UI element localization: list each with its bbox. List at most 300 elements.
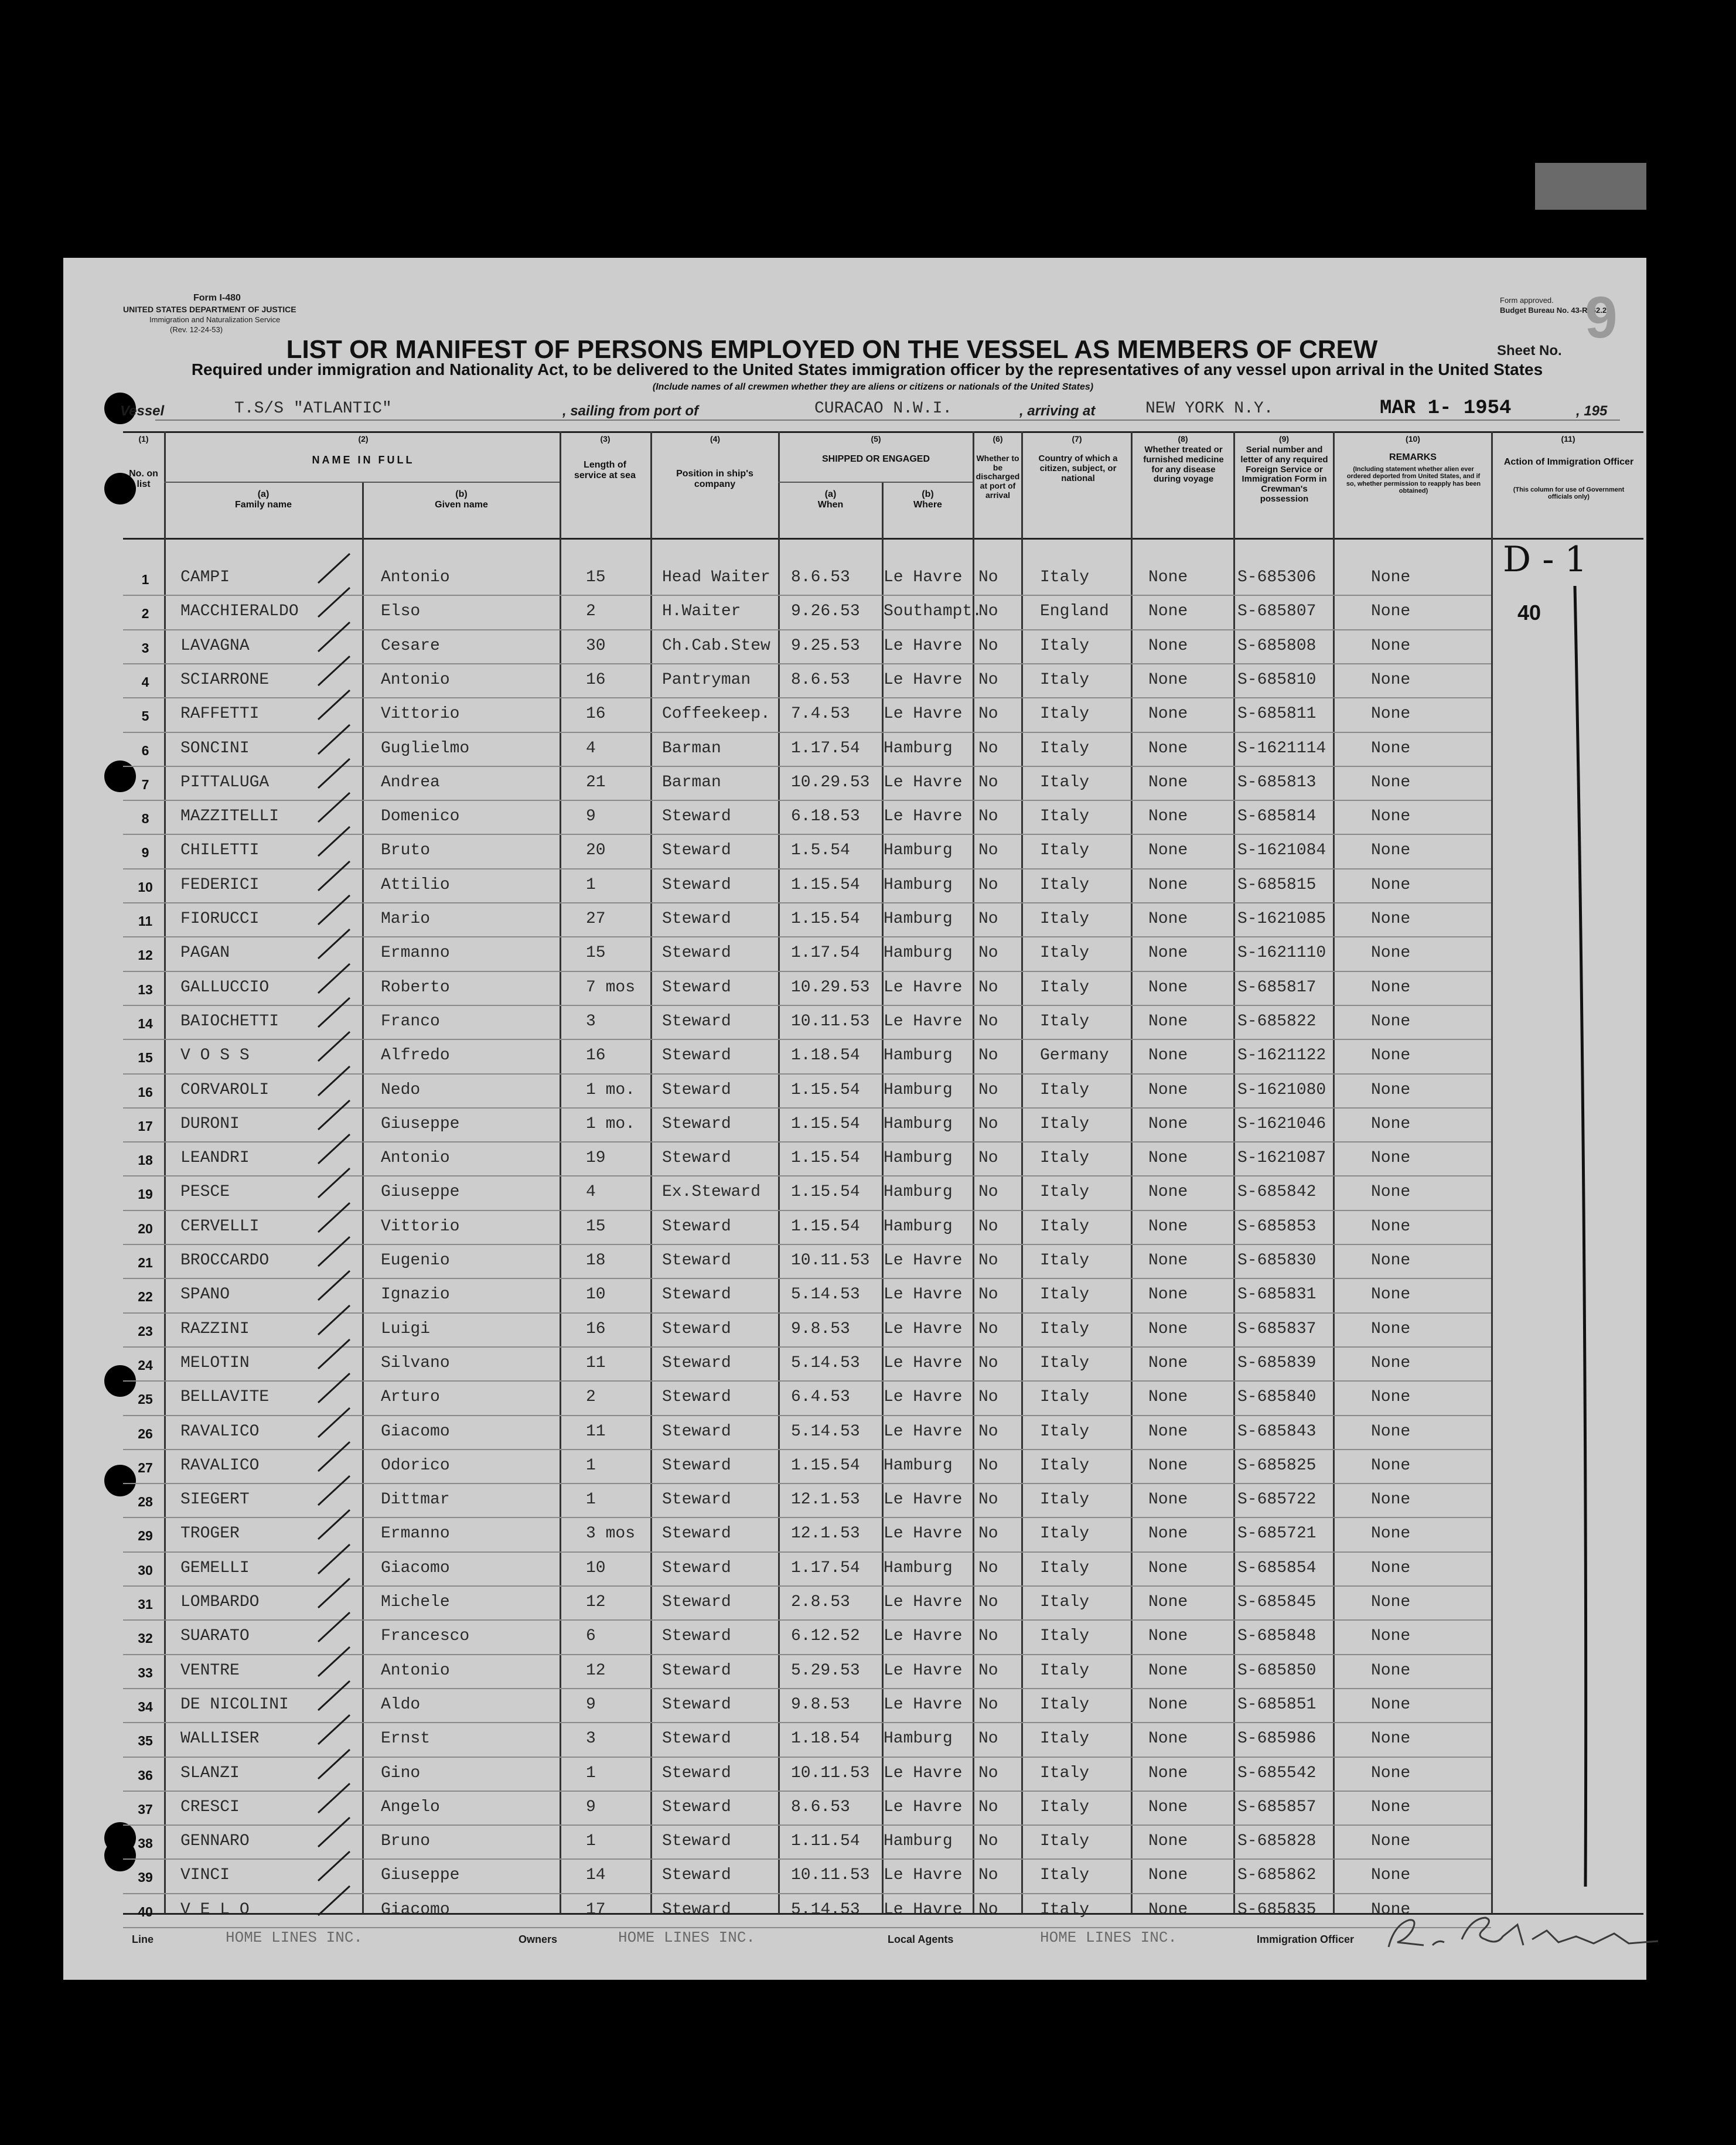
remarks: None (1371, 807, 1411, 826)
given-name: Franco (381, 1012, 440, 1031)
country: Italy (1040, 1353, 1090, 1372)
position: Steward (662, 944, 731, 963)
remarks: None (1371, 1183, 1411, 1202)
row-number: 38 (138, 1836, 153, 1851)
treated: None (1148, 1525, 1188, 1543)
remarks: None (1371, 670, 1411, 689)
form-approved: Form approved. (1500, 296, 1554, 305)
country: England (1040, 602, 1109, 621)
discharge: No (978, 1695, 998, 1714)
family-name: BROCCARDO (180, 1251, 270, 1270)
treated: None (1148, 841, 1188, 860)
row-number: 27 (138, 1459, 153, 1475)
position: Steward (662, 807, 731, 826)
shipped-where: Southampt. (884, 602, 983, 621)
col-name-number: (2) (358, 434, 369, 444)
check-mark (313, 619, 354, 654)
row-number: 29 (138, 1528, 153, 1544)
check-mark (313, 1302, 354, 1338)
remarks: None (1371, 1730, 1411, 1748)
service-length: 3 (586, 1012, 596, 1031)
remarks: None (1371, 1525, 1411, 1543)
shipped-where: Le Havre (884, 978, 963, 997)
serial-number: S-1621114 (1237, 739, 1326, 758)
discharge: No (978, 1285, 998, 1304)
service-length: 1 mo. (586, 1080, 636, 1099)
given-name: Eugenio (381, 1251, 450, 1270)
treated: None (1148, 773, 1188, 792)
treated: None (1148, 875, 1188, 894)
shipped-when: 1.5.54 (791, 841, 850, 860)
family-name: SONCINI (180, 739, 250, 758)
family-name: BAIOCHETTI (180, 1012, 279, 1031)
family-name: VINCI (180, 1866, 230, 1885)
country: Italy (1040, 1251, 1090, 1270)
row-number: 11 (138, 913, 153, 929)
service-length: 19 (586, 1149, 606, 1168)
service-length: 4 (586, 1183, 596, 1202)
shipped-when: 1.15.54 (791, 1183, 860, 1202)
serial-number: S-685810 (1237, 670, 1317, 689)
remarks: None (1371, 1217, 1411, 1236)
remarks: None (1371, 705, 1411, 724)
check-mark (313, 1200, 354, 1235)
treated: None (1148, 1388, 1188, 1407)
serial-number: S-685808 (1237, 636, 1317, 655)
discharge: No (978, 1046, 998, 1065)
given-name: Arturo (381, 1388, 440, 1407)
discharge: No (978, 1183, 998, 1202)
remarks: None (1371, 1456, 1411, 1475)
discharge: No (978, 1832, 998, 1851)
position: Steward (662, 1080, 731, 1099)
shipped-when: 1.15.54 (791, 1114, 860, 1133)
form-note: (Include names of all crewmen whether they are aliens or citizens or nationals of the United States) (652, 382, 1094, 392)
treated: None (1148, 910, 1188, 928)
service-length: 9 (586, 807, 596, 826)
service-length: 3 mos (586, 1525, 636, 1543)
discharge: No (978, 1319, 998, 1338)
treated: None (1148, 1491, 1188, 1509)
row-number: 5 (141, 708, 149, 724)
remarks: None (1371, 841, 1411, 860)
treated: None (1148, 1251, 1188, 1270)
shipped-when: 1.15.54 (791, 1217, 860, 1236)
serial-number: S-1621046 (1237, 1114, 1326, 1133)
remarks: None (1371, 1114, 1411, 1133)
sailing-port: CURACAO N.W.I. (814, 400, 953, 418)
family-name: GENNARO (180, 1832, 250, 1851)
given-name: Vittorio (381, 1217, 460, 1236)
col-name-header: NAME IN FULL (312, 454, 415, 466)
country: Germany (1040, 1046, 1109, 1065)
row-number: 24 (138, 1357, 153, 1373)
position: Steward (662, 1012, 731, 1031)
serial-number: S-685817 (1237, 978, 1317, 997)
given-name: Dittmar (381, 1491, 450, 1509)
owners-value: HOME LINES INC. (618, 1929, 756, 1946)
given-name: Giacomo (381, 1422, 450, 1441)
family-name: RAVALICO (180, 1456, 260, 1475)
service-length: 7 mos (586, 978, 636, 997)
given-name: Bruno (381, 1832, 431, 1851)
treated: None (1148, 807, 1188, 826)
shipped-where: Hamburg (884, 841, 953, 860)
country: Italy (1040, 807, 1090, 826)
row-divider (123, 1927, 1491, 1928)
owners-label: Owners (519, 1933, 558, 1945)
col-action-number: (11) (1561, 434, 1575, 444)
vessel-name: T.S/S "ATLANTIC" (234, 400, 392, 418)
treated: None (1148, 1149, 1188, 1168)
family-name: V O S S (180, 1046, 250, 1065)
given-name: Michele (381, 1593, 450, 1611)
check-mark (313, 1747, 354, 1782)
family-name: PESCE (180, 1183, 230, 1202)
position: Steward (662, 875, 731, 894)
row-number: 8 (141, 811, 149, 827)
treated: None (1148, 602, 1188, 621)
row-number: 3 (141, 640, 149, 656)
discharge: No (978, 1900, 998, 1919)
position: Steward (662, 1456, 731, 1475)
shipped-where: Le Havre (884, 1661, 963, 1680)
col-where-header: (b) Where (913, 489, 942, 510)
shipped-where: Le Havre (884, 1900, 963, 1919)
discharge: No (978, 1525, 998, 1543)
check-mark (313, 756, 354, 791)
family-name: SPANO (180, 1285, 230, 1304)
treated: None (1148, 1593, 1188, 1611)
remarks: None (1371, 568, 1411, 586)
row-number: 9 (141, 845, 149, 861)
serial-number: S-1621087 (1237, 1149, 1326, 1168)
family-name: V E L O (180, 1900, 250, 1919)
check-mark (313, 1336, 354, 1372)
shipped-when: 10.11.53 (791, 1012, 870, 1031)
treated: None (1148, 1900, 1188, 1919)
discharge: No (978, 670, 998, 689)
shipped-when: 2.8.53 (791, 1593, 850, 1611)
row-number: 30 (138, 1562, 153, 1578)
discharge: No (978, 1559, 998, 1577)
service-length: 11 (586, 1422, 606, 1441)
family-name: TROGER (180, 1525, 240, 1543)
remarks: None (1371, 1832, 1411, 1851)
check-mark (313, 995, 354, 1030)
shipped-when: 1.15.54 (791, 910, 860, 928)
given-name: Giacomo (381, 1559, 450, 1577)
country: Italy (1040, 1695, 1090, 1714)
service-length: 2 (586, 1388, 596, 1407)
position: Steward (662, 1251, 731, 1270)
shipped-when: 10.11.53 (791, 1764, 870, 1782)
form-revision: (Rev. 12-24-53) (170, 325, 223, 334)
table-top-border (123, 431, 1643, 433)
family-name: BELLAVITE (180, 1388, 270, 1407)
family-name: PITTALUGA (180, 773, 270, 792)
shipped-when: 1.18.54 (791, 1046, 860, 1065)
family-name: VENTRE (180, 1661, 240, 1680)
shipped-when: 6.4.53 (791, 1388, 850, 1407)
family-name: DURONI (180, 1114, 240, 1133)
discharge: No (978, 1080, 998, 1099)
treated: None (1148, 978, 1188, 997)
shipped-when: 12.1.53 (791, 1525, 860, 1543)
given-name: Gino (381, 1764, 421, 1782)
col-when-header: (a) When (817, 489, 844, 510)
position: Steward (662, 1285, 731, 1304)
family-name: MELOTIN (180, 1353, 250, 1372)
given-name: Antonio (381, 670, 450, 689)
given-name: Ernst (381, 1730, 431, 1748)
given-name: Angelo (381, 1798, 440, 1816)
treated: None (1148, 1730, 1188, 1748)
discharge: No (978, 875, 998, 894)
service-length: 15 (586, 568, 606, 586)
shipped-where: Le Havre (884, 1866, 963, 1885)
discharge: No (978, 1456, 998, 1475)
country: Italy (1040, 1285, 1090, 1304)
shipped-where: Le Havre (884, 636, 963, 655)
serial-number: S-685851 (1237, 1695, 1317, 1714)
shipped-where: Hamburg (884, 910, 953, 928)
discharge: No (978, 1593, 998, 1611)
agents-label: Local Agents (888, 1933, 954, 1945)
family-name: SCIARRONE (180, 670, 270, 689)
shipped-where: Le Havre (884, 1251, 963, 1270)
col-service-number: (3) (600, 434, 611, 444)
treated: None (1148, 1661, 1188, 1680)
col-remarks-note: (Including statement whether alien ever ordered deported from United States, and if so, whether permission to reapply has been obtained) (1346, 466, 1481, 495)
remarks: None (1371, 978, 1411, 997)
country: Italy (1040, 1183, 1090, 1202)
budget-bureau: Budget Bureau No. 43-R062.2. (1500, 306, 1609, 315)
col-family-header: (a) Family name (235, 489, 292, 510)
position: Steward (662, 1149, 731, 1168)
family-name: MAZZITELLI (180, 807, 279, 826)
treated: None (1148, 705, 1188, 724)
country: Italy (1040, 670, 1090, 689)
serial-number: S-685831 (1237, 1285, 1317, 1304)
country: Italy (1040, 1627, 1090, 1646)
service-length: 9 (586, 1798, 596, 1816)
given-name: Giacomo (381, 1900, 450, 1919)
country: Italy (1040, 1149, 1090, 1168)
position: Barman (662, 739, 721, 758)
family-name: CORVAROLI (180, 1080, 270, 1099)
col-action-note: (This column for use of Government officials only) (1513, 486, 1625, 501)
remarks: None (1371, 1593, 1411, 1611)
sheet-number: 9 (1585, 285, 1618, 350)
discharge: No (978, 910, 998, 928)
agents-value: HOME LINES INC. (1040, 1929, 1178, 1946)
check-mark (313, 1815, 354, 1850)
service-length: 16 (586, 1319, 606, 1338)
remarks: None (1371, 1149, 1411, 1168)
discharge: No (978, 739, 998, 758)
sailing-label: , sailing from port of (562, 403, 698, 419)
position: Head Waiter (662, 568, 770, 586)
serial-number: S-685986 (1237, 1730, 1317, 1748)
paper-tab (1535, 163, 1646, 210)
serial-number: S-685835 (1237, 1900, 1317, 1919)
service-length: 16 (586, 1046, 606, 1065)
given-name: Giuseppe (381, 1183, 460, 1202)
shipped-when: 5.14.53 (791, 1285, 860, 1304)
given-name: Nedo (381, 1080, 421, 1099)
col-country-header: Country of which a citizen, subject, or national (1038, 453, 1118, 483)
given-name: Ermanno (381, 944, 450, 963)
treated: None (1148, 1764, 1188, 1782)
discharge: No (978, 1422, 998, 1441)
form-number: Form I-480 (193, 293, 241, 303)
given-name: Ignazio (381, 1285, 450, 1304)
shipped-when: 9.8.53 (791, 1695, 850, 1714)
family-name: SUARATO (180, 1627, 250, 1646)
position: Steward (662, 1114, 731, 1133)
position: Steward (662, 1422, 731, 1441)
country: Italy (1040, 910, 1090, 928)
row-number: 25 (138, 1392, 153, 1407)
service-length: 1 (586, 1456, 596, 1475)
shipped-where: Le Havre (884, 1764, 963, 1782)
shipped-when: 1.15.54 (791, 875, 860, 894)
check-mark (313, 926, 354, 961)
position: Ex.Steward (662, 1183, 761, 1202)
col-no-header: No. on list (129, 469, 158, 489)
given-name: Aldo (381, 1695, 421, 1714)
remarks: None (1371, 1353, 1411, 1372)
shipped-where: Hamburg (884, 739, 953, 758)
remarks: None (1371, 739, 1411, 758)
check-mark (313, 961, 354, 996)
serial-number: S-685822 (1237, 1012, 1317, 1031)
check-mark (313, 1029, 354, 1064)
position: Steward (662, 841, 731, 860)
check-mark (313, 1268, 354, 1303)
row-number: 22 (138, 1289, 153, 1305)
row-number: 21 (138, 1255, 153, 1270)
treated: None (1148, 1866, 1188, 1885)
position: Pantryman (662, 670, 751, 689)
shipped-where: Hamburg (884, 1149, 953, 1168)
serial-number: S-685830 (1237, 1251, 1317, 1270)
serial-number: S-685862 (1237, 1866, 1317, 1885)
col-remarks-number: (10) (1406, 434, 1420, 444)
family-name: MACCHIERALDO (180, 602, 299, 621)
remarks: None (1371, 1900, 1411, 1919)
family-name: CRESCI (180, 1798, 240, 1816)
discharge: No (978, 602, 998, 621)
shipped-when: 9.26.53 (791, 602, 860, 621)
given-name: Odorico (381, 1456, 450, 1475)
check-mark (313, 1542, 354, 1577)
remarks: None (1371, 910, 1411, 928)
shipped-where: Le Havre (884, 705, 963, 724)
check-mark (313, 585, 354, 620)
shipped-when: 6.12.52 (791, 1627, 860, 1646)
row-number: 35 (138, 1733, 153, 1749)
shipped-when: 9.8.53 (791, 1319, 850, 1338)
service-length: 14 (586, 1866, 606, 1885)
country: Italy (1040, 773, 1090, 792)
remarks: None (1371, 875, 1411, 894)
check-mark (313, 1063, 354, 1099)
treated: None (1148, 1456, 1188, 1475)
row-number: 6 (141, 742, 149, 758)
discharge: No (978, 841, 998, 860)
country: Italy (1040, 1012, 1090, 1031)
service-length: 9 (586, 1695, 596, 1714)
shipped-where: Le Havre (884, 568, 963, 586)
treated: None (1148, 1422, 1188, 1441)
given-name: Attilio (381, 875, 450, 894)
sheet-label: Sheet No. (1497, 343, 1562, 359)
row-number: 14 (138, 1015, 153, 1031)
treated: None (1148, 1183, 1188, 1202)
remarks: None (1371, 1798, 1411, 1816)
shipped-where: Le Havre (884, 1353, 963, 1372)
shipped-where: Hamburg (884, 944, 953, 963)
remarks: None (1371, 1285, 1411, 1304)
serial-number: S-685306 (1237, 568, 1317, 586)
position: Steward (662, 1353, 731, 1372)
check-mark (313, 687, 354, 722)
serial-number: S-1621110 (1237, 944, 1326, 963)
serial-number: S-685848 (1237, 1627, 1317, 1646)
check-mark (313, 1439, 354, 1474)
family-name: RAFFETTI (180, 705, 260, 724)
discharge: No (978, 1149, 998, 1168)
serial-number: S-685837 (1237, 1319, 1317, 1338)
col-remarks-header: REMARKS (1389, 452, 1437, 462)
shipped-where: Hamburg (884, 875, 953, 894)
family-name: PAGAN (180, 944, 230, 963)
country: Italy (1040, 1456, 1090, 1475)
family-name: SIEGERT (180, 1491, 250, 1509)
family-name: GEMELLI (180, 1559, 250, 1577)
treated: None (1148, 1114, 1188, 1133)
family-name: DE NICOLINI (180, 1695, 289, 1714)
position: Steward (662, 1798, 731, 1816)
col-given-header: (b) Given name (435, 489, 488, 510)
shipped-where: Hamburg (884, 1217, 953, 1236)
treated: None (1148, 1012, 1188, 1031)
check-mark (313, 1507, 354, 1542)
country: Italy (1040, 705, 1090, 724)
col-serial-number: (9) (1278, 434, 1290, 444)
remarks: None (1371, 1627, 1411, 1646)
position: Steward (662, 1900, 731, 1919)
row-number: 4 (141, 674, 149, 690)
shipped-where: Le Havre (884, 1285, 963, 1304)
remarks: None (1371, 1866, 1411, 1885)
shipped-when: 6.18.53 (791, 807, 860, 826)
form-service: Immigration and Naturalization Service (149, 315, 281, 324)
serial-number: S-685542 (1237, 1764, 1317, 1782)
row-number: 36 (138, 1767, 153, 1783)
country: Italy (1040, 1114, 1090, 1133)
col-action-header: Action of Immigration Officer (1503, 457, 1634, 467)
shipped-when: 7.4.53 (791, 705, 850, 724)
shipped-where: Hamburg (884, 1183, 953, 1202)
check-mark (313, 858, 354, 894)
check-mark (313, 892, 354, 927)
country: Italy (1040, 1491, 1090, 1509)
position: Steward (662, 1661, 731, 1680)
shipped-where: Le Havre (884, 1319, 963, 1338)
